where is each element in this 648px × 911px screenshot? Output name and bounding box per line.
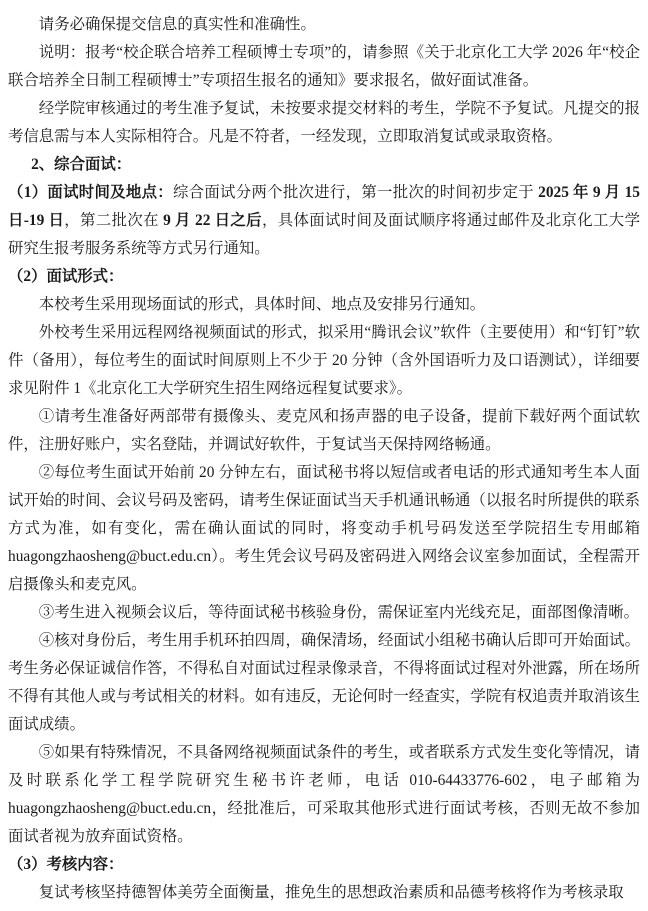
subheading-label: （3）考核内容： (8, 856, 124, 873)
text-run: 综合面试分两个批次进行，第一批次的时间初步定于 (172, 184, 539, 201)
paragraph-step3-identity-check (8, 599, 640, 627)
text-run: 2、综合面试： (31, 156, 132, 173)
text-run: ，具体面试时间及面试顺序将通过邮件及北京化工大学研究生报考服务系统等方式另行通知。 (8, 212, 640, 257)
paragraph-step5-special-cases (8, 739, 640, 851)
text-run: ，第二批次在 (64, 212, 164, 229)
paragraph-assessment-principle (8, 879, 640, 907)
paragraph-note-special-program (8, 39, 640, 95)
text-run: ④核对身份后，考生用手机环拍四周，确保清场，经面试小组秘书确认后即可开始面试。考生务必保证诚信作答，不得私自对面试过程录像录音，不得将面试过程对外泄露，所在场所不得有其他人或与考试相关的材料。如有违反，无论何时一经查实，学院有权追责并取消该生面试成绩。 (8, 632, 640, 733)
text-run: 请务必确保提交信息的真实性和准确性。 (38, 16, 316, 33)
text-run: ③考生进入视频会议后，等待面试秘书核验身份，需保证室内光线充足，面部图像清晰。 (38, 604, 640, 621)
text-run: ⑤如果有特殊情况，不具备网络视频面试条件的考生，或者联系方式发生变化等情况，请及时联系化学工程学院研究生秘书许老师，电话 010-64433776-602，电子邮箱为 huagongzhaosheng@buct.edu.cn，经批准后，可采取其他形式进行面试考核，否则无故不参加面试者视为放弃面试资格。 (8, 744, 640, 845)
text-run: ②每位考生面试开始前 20 分钟左右，面试秘书将以短信或者电话的形式通知考生本人面试开始的时间、会议号码及密码，请考生保证面试当天手机通讯畅通（以报名时所提供的联系方式为准，如有变化，需在确认面试的同时，将变动手机号码发送至学院招生专用邮箱 huagongzhaosheng@buct.edu.cn）。考生凭会议号码及密码进入网络会议室参加面试，全程需开启摄像头和麦克风。 (8, 464, 640, 593)
paragraph-ensure-accuracy (8, 11, 640, 39)
subheading-label: （2）面试形式： (8, 268, 124, 285)
heading-assessment-content (8, 851, 640, 879)
paragraph-step2-notification (8, 459, 640, 599)
interview-batch2-dates: 9 月 22 日之后 (163, 212, 262, 229)
text-run: 说明：报考“校企联合培养工程硕博士专项”的，请参照《关于北京化工大学 2026 年“校企联合培养全日制工程硕博士”专项招生报名的通知》要求报名，做好面试准备。 (8, 44, 640, 89)
paragraph-interview-time-place (8, 179, 640, 263)
paragraph-step1-devices (8, 403, 640, 459)
paragraph-step4-integrity (8, 627, 640, 739)
subheading-label: （1）面试时间及地点： (8, 184, 173, 201)
text-run: 本校考生采用现场面试的形式，具体时间、地点及安排另行通知。 (38, 296, 486, 313)
interview-batch1-dates: 2025 年 9 月 15 日-19 日 (8, 184, 640, 229)
text-run: 复试考核坚持德智体美劳全面衡量，推免生的思想政治素质和品德考核将作为考核录取 (38, 884, 624, 901)
heading-interview-format (8, 263, 640, 291)
paragraph-review-approval (8, 95, 640, 151)
paragraph-onsite-candidates (8, 291, 640, 319)
text-run: ①请考生准备好两部带有摄像头、麦克风和扬声器的电子设备，提前下载好两个面试软件，注册好账户，实名登陆，并调试好软件，于复试当天保持网络畅通。 (8, 408, 640, 453)
paragraph-remote-candidates (8, 319, 640, 403)
text-run: 经学院审核通过的考生准予复试，未按要求提交材料的考生，学院不予复试。凡提交的报考信息需与本人实际相符合。凡是不符者，一经发现，立即取消复试或录取资格。 (8, 100, 640, 145)
text-run: 外校考生采用远程网络视频面试的形式，拟采用“腾讯会议”软件（主要使用）和“钉钉”软件（备用），每位考生的面试时间原则上不少于 20 分钟（含外国语听力及口语测试），详细要求见附件 1《北京化工大学研究生招生网络远程复试要求》。 (8, 324, 640, 397)
heading-comprehensive-interview (8, 151, 640, 179)
